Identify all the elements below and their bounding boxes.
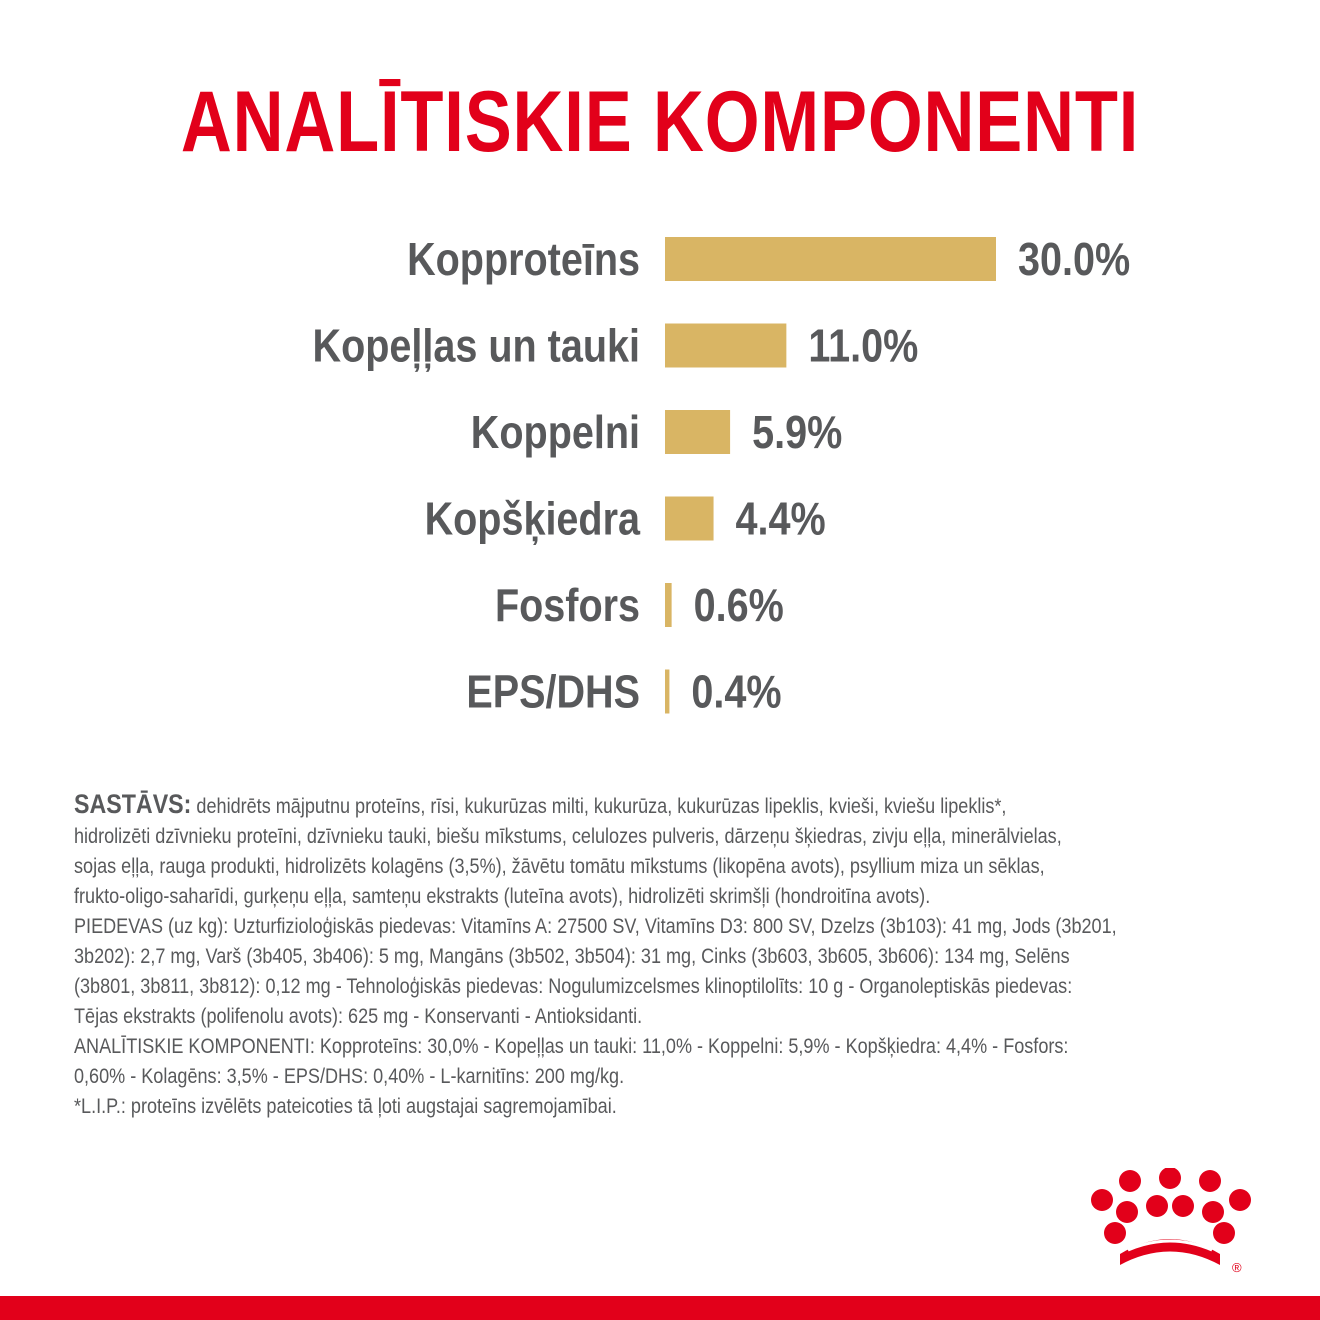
composition-heading: SASTĀVS: (74, 789, 192, 819)
composition-line-3: sojas eļļa, rauga produkti, hidrolizēts kolagēns (3,5%), žāvētu tomātu mīkstums (likopēna avots), psyllium miza un sēklas, (74, 855, 1045, 878)
category-label-fosfors: Fosfors (494, 580, 640, 632)
category-label-kops-k-iedra: Kopšķiedra (424, 493, 640, 546)
bar-koppelni (665, 410, 730, 454)
value-label-kopprotei-ns: 30.0% (1018, 234, 1131, 286)
value-label-koppelni: 5.9% (752, 407, 843, 459)
footnote-line: *L.I.P.: proteīns izvēlēts pateicoties tā ļoti augstajai sagremojamībai. (74, 1095, 617, 1118)
category-label-kopel-l-as-un-tauki: Kopeļļas un tauki (312, 320, 640, 373)
bottom-brand-bar (0, 1296, 1320, 1320)
composition-line-2: hidrolizēti dzīvnieku proteīni, dzīvnieku tauki, biešu mīkstums, celulozes pulveris, dārzeņu šķiedras, zivju eļļa, minerālvielas, (74, 825, 1062, 848)
bar-kopel-l-as-un-tauki (665, 324, 786, 368)
bar-eps-dhs (665, 670, 669, 714)
bar-kops-k-iedra (665, 497, 714, 541)
additives-line-2: 3b202): 2,7 mg, Varš (3b405, 3b406): 5 mg, Mangāns (3b502, 3b504): 31 mg, Cinks (3b603, 3b605, 3b606): 134 mg, Selēns (74, 945, 1070, 968)
analytical-line-1: ANALĪTISKIE KOMPONENTI: Kopproteīns: 30,0% - Kopeļļas un tauki: 11,0% - Koppelni: 5,9% - Kopšķiedra: 4,4% - Fosfors: (74, 1035, 1069, 1058)
crown-logo-icon (1082, 1168, 1262, 1278)
composition-line-1: SASTĀVS: dehidrēts mājputnu proteīns, rīsi, kukurūzas milti, kukurūza, kukurūzas lipeklis, kvieši, kviešu lipeklis*, (74, 789, 1007, 819)
value-label-kops-k-iedra: 4.4% (735, 493, 826, 546)
value-label-eps-dhs: 0.4% (691, 666, 782, 719)
additives-line-4: Tējas ekstrakts (polifenolu avots): 625 mg - Konservanti - Antioksidanti. (74, 1005, 643, 1028)
value-label-fosfors: 0.6% (693, 580, 784, 632)
composition-text (74, 789, 1117, 1122)
value-label-kopel-l-as-un-tauki: 11.0% (808, 320, 919, 373)
analytical-line-2: 0,60% - Kolagēns: 3,5% - EPS/DHS: 0,40% - L-karnitīns: 200 mg/kg. (74, 1065, 625, 1088)
registered-mark: ® (1232, 1260, 1242, 1275)
composition-line-4: frukto-oligo-saharīdi, gurķeņu eļļa, samteņu ekstrakts (luteīna avots), hidrolizēti skrimšļi (hondroitīna avots). (74, 885, 931, 908)
bar-kopprotei-ns (665, 237, 996, 281)
category-label-eps-dhs: EPS/DHS (466, 666, 640, 719)
category-label-kopprotei-ns: Kopproteīns (407, 234, 640, 286)
additives-line-3: (3b801, 3b811, 3b812): 0,12 mg - Tehnoloģiskās piedevas: Nogulumizcelsmes klinoptilolīts: 10 g - Organoleptiskās piedevas: (74, 975, 1073, 998)
category-label-koppelni: Koppelni (470, 407, 640, 459)
additives-line-1: PIEDEVAS (uz kg): Uzturfizioloģiskās piedevas: Vitamīns A: 27500 SV, Vitamīns D3: 800 SV, Dzelzs (3b103): 41 mg, Jods (3b201, (74, 915, 1117, 938)
bar-fosfors (665, 583, 672, 627)
chart-title: ANALĪTISKIE KOMPONENTI (180, 74, 1140, 170)
